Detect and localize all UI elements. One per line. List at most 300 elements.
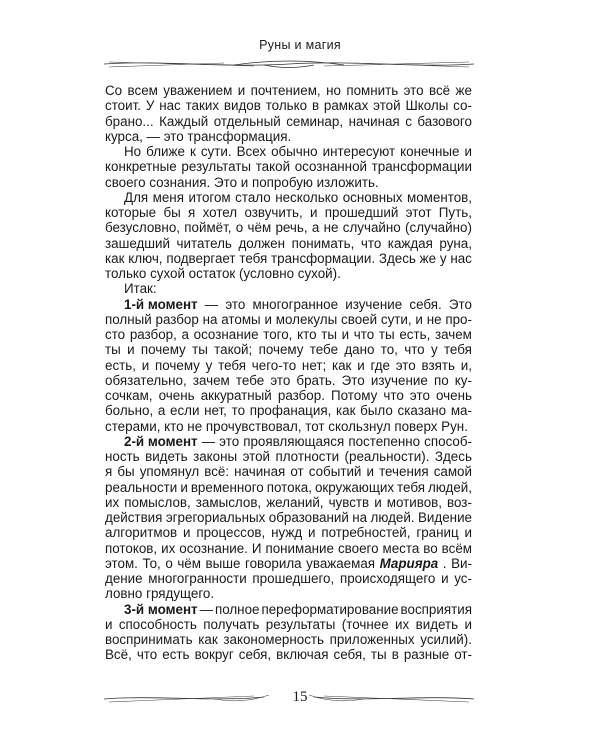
- word: безусловно,: [105, 220, 180, 236]
- word: людей,: [427, 479, 472, 495]
- word: Это: [341, 372, 365, 388]
- word: Школы: [405, 98, 449, 114]
- word: нас: [159, 98, 181, 114]
- word: чём: [177, 555, 201, 571]
- word: ты: [192, 342, 208, 358]
- word: это: [225, 296, 246, 312]
- word: получать: [203, 616, 260, 632]
- word: Всё,: [105, 647, 132, 663]
- word: изучение: [345, 296, 403, 312]
- word: аккуратный: [200, 388, 272, 403]
- text-line: [105, 190, 472, 205]
- text-line: [105, 419, 472, 434]
- word: и: [464, 616, 472, 632]
- text-line: [105, 358, 472, 373]
- word: где: [370, 357, 390, 373]
- word: есть,: [399, 327, 431, 342]
- text-line: [105, 144, 472, 159]
- word: всем: [127, 83, 158, 98]
- word: выше: [205, 555, 241, 571]
- text-line: [105, 129, 472, 144]
- text-line: [105, 647, 472, 662]
- word: тебя: [397, 479, 425, 495]
- word: людей.: [370, 510, 415, 525]
- word: Всех: [236, 144, 267, 159]
- word: То,: [142, 555, 161, 571]
- text-line: [105, 83, 472, 98]
- word: дано: [344, 342, 375, 358]
- word: же: [455, 83, 472, 98]
- word: происходящего: [339, 571, 436, 586]
- paragraph: [105, 434, 472, 602]
- word: о: [165, 555, 173, 571]
- word: нас: [450, 250, 472, 266]
- word: замыслов,: [195, 494, 262, 510]
- name-emphasis: Марияра: [379, 555, 439, 571]
- word: вокруг: [194, 647, 234, 663]
- text-line: [105, 403, 472, 418]
- word: и: [141, 357, 150, 373]
- text-line: [105, 617, 472, 632]
- text-line: [105, 480, 472, 495]
- word: Видение: [418, 510, 472, 525]
- paragraph: [105, 83, 472, 144]
- word: это: [403, 83, 424, 98]
- word: молекулы: [275, 311, 338, 327]
- word: и: [237, 83, 246, 98]
- word: и: [374, 494, 382, 510]
- word: многогранное: [252, 296, 339, 312]
- word: и: [182, 525, 191, 541]
- word: У: [145, 98, 155, 114]
- word: которые: [105, 205, 157, 220]
- word: осознание.: [179, 540, 248, 556]
- word: и: [264, 311, 272, 327]
- text-line: [105, 236, 472, 251]
- body-text: [105, 83, 472, 663]
- word: эгрегориальных: [165, 510, 266, 525]
- word: ты: [321, 327, 337, 342]
- word: от: [290, 464, 304, 480]
- word: есть,: [105, 357, 136, 373]
- word: поймёт,: [184, 220, 232, 236]
- word: что: [353, 327, 375, 342]
- word: разные: [403, 647, 450, 663]
- word: включая: [276, 647, 329, 663]
- word: на: [202, 311, 218, 327]
- word: понимание: [265, 540, 334, 556]
- word: тебя: [239, 250, 268, 266]
- word: зашедший: [105, 235, 170, 251]
- word: (точнее: [341, 616, 389, 632]
- word: как: [335, 403, 356, 419]
- word: ты: [378, 327, 395, 342]
- word: подвергает: [166, 250, 236, 266]
- word: как: [198, 632, 218, 647]
- word: тебе: [309, 342, 339, 358]
- word: такой;: [214, 342, 253, 358]
- word: дение: [105, 571, 143, 586]
- word: результаты: [265, 616, 336, 632]
- word: закономерность: [223, 632, 325, 647]
- word: стоит.: [105, 98, 141, 114]
- word: нет,: [204, 403, 227, 419]
- word: всё:: [204, 464, 230, 480]
- text-line: [105, 632, 472, 647]
- word: и: [310, 205, 318, 220]
- word: ность: [105, 449, 140, 464]
- word: разбор,: [129, 327, 177, 342]
- word: у: [439, 250, 447, 266]
- word: а: [311, 220, 320, 236]
- word: очень: [436, 388, 472, 403]
- word: каждая: [387, 235, 433, 251]
- word: было: [360, 403, 393, 419]
- word: чувств: [328, 494, 370, 510]
- word: такой: [255, 159, 291, 175]
- word: читатель: [176, 235, 232, 251]
- word: постепенно: [348, 433, 421, 449]
- word: итогом: [188, 189, 231, 205]
- text-run: ловно грядущего.: [105, 586, 215, 602]
- word: Это: [448, 296, 472, 312]
- word: к: [189, 144, 196, 159]
- text-line: [105, 541, 472, 556]
- word: семинар,: [286, 113, 344, 129]
- word: ключ,: [128, 250, 163, 266]
- word: бы: [163, 205, 181, 220]
- word: как: [105, 250, 125, 266]
- text-line: [105, 266, 472, 281]
- word: границ: [416, 525, 459, 541]
- word: речь,: [275, 220, 308, 236]
- word: сказано: [397, 403, 447, 419]
- word: озвучить,: [244, 205, 303, 220]
- word: мотивов,: [386, 494, 442, 510]
- word: приложенных: [329, 632, 415, 647]
- word: этой: [242, 449, 271, 464]
- word: уважением: [163, 83, 233, 98]
- text-line: [105, 373, 472, 388]
- word: (реальности).: [344, 449, 430, 464]
- word: что: [404, 342, 425, 358]
- word: конкретные: [105, 159, 177, 175]
- word: своей: [341, 311, 378, 327]
- word: начиная: [234, 464, 286, 480]
- running-title: Руны и магия: [259, 38, 341, 52]
- word: что: [360, 235, 382, 251]
- word: своего: [337, 540, 379, 556]
- word: очень: [158, 388, 195, 403]
- word: и: [415, 311, 423, 327]
- word: во: [423, 540, 438, 556]
- paragraph: [105, 281, 472, 296]
- word: это: [270, 372, 291, 388]
- word: ты: [105, 342, 121, 358]
- text-line: [105, 159, 472, 174]
- word: обязательно,: [105, 372, 187, 388]
- word: от-: [454, 647, 472, 663]
- word: несколько: [275, 189, 339, 205]
- word: Ви-: [451, 555, 472, 571]
- word: и: [341, 327, 350, 342]
- word: и: [127, 342, 135, 358]
- word: сути,: [380, 311, 412, 327]
- word: —: [201, 433, 216, 449]
- word: окружающих: [314, 479, 395, 495]
- word: а: [157, 403, 166, 419]
- word: почему: [140, 342, 186, 358]
- word: себя.: [409, 296, 442, 312]
- word: с: [405, 113, 412, 129]
- word: их: [161, 540, 176, 556]
- word: Каждый: [159, 113, 209, 129]
- word: временного: [190, 479, 264, 495]
- word: полное: [214, 601, 260, 617]
- word: это: [395, 357, 416, 373]
- word: зачем: [192, 372, 230, 388]
- word: реальности: [105, 479, 178, 495]
- word: осознанной: [294, 159, 367, 175]
- word: полный: [105, 311, 152, 327]
- text-line: [105, 114, 472, 129]
- word: того,: [263, 327, 293, 342]
- text-line: [105, 449, 472, 464]
- word: всём: [441, 540, 472, 556]
- word: то: [231, 403, 246, 419]
- word: алгоритмов: [105, 525, 178, 541]
- word: видов: [223, 98, 261, 114]
- word: прошедший: [324, 205, 399, 220]
- word: видеть: [145, 449, 188, 464]
- text-line: [105, 464, 472, 479]
- word: руна,: [439, 235, 472, 251]
- word: рамках: [323, 98, 369, 114]
- header-ornament: [104, 56, 474, 72]
- word: меня: [152, 189, 184, 205]
- word: ты: [370, 647, 387, 663]
- word: проявляющаяся: [243, 433, 345, 449]
- word: ма-: [450, 403, 472, 419]
- word: способность: [118, 616, 197, 632]
- word: помнить: [346, 83, 399, 98]
- word: этом.: [105, 555, 138, 571]
- word: помыслов,: [124, 494, 191, 510]
- bold-lead: 3-й момент: [124, 601, 198, 617]
- word: есть: [162, 647, 190, 663]
- word: стало: [235, 189, 271, 205]
- word: всё: [428, 83, 451, 98]
- word: и: [464, 144, 472, 159]
- word: (случайно): [405, 220, 472, 236]
- word: —: [204, 296, 219, 312]
- word: .: [442, 555, 447, 571]
- word: Здесь: [434, 449, 472, 464]
- word: сути.: [200, 144, 232, 159]
- word: в: [311, 98, 320, 114]
- word: случайно: [342, 220, 401, 236]
- word: видеть: [415, 616, 459, 632]
- word: начиная: [348, 113, 400, 129]
- word: самой: [433, 464, 472, 480]
- word: себя,: [333, 647, 366, 663]
- word: нет;: [301, 357, 327, 373]
- word: это: [409, 388, 430, 403]
- word: говорила: [244, 555, 302, 571]
- word: их: [395, 616, 410, 632]
- text-line: [105, 586, 472, 601]
- text-line: [105, 434, 472, 449]
- text-line: [105, 281, 472, 296]
- word: многогранности: [148, 571, 247, 586]
- text-line: [105, 602, 472, 617]
- word: И: [251, 540, 262, 556]
- word: только: [265, 98, 308, 114]
- page-number: 15: [292, 689, 308, 705]
- text-line: [105, 312, 472, 327]
- word: что: [383, 388, 404, 403]
- word: воз-: [447, 494, 472, 510]
- word: основных: [342, 189, 403, 205]
- word: брать.: [296, 372, 336, 388]
- word: и: [441, 571, 449, 586]
- word: в: [391, 647, 399, 663]
- text-line: [105, 98, 472, 113]
- paragraph: [105, 602, 472, 663]
- word: моментов,: [407, 189, 472, 205]
- word: я: [188, 205, 196, 220]
- word: трансформации.: [271, 250, 376, 266]
- bold-lead: 1-й момент: [124, 296, 198, 312]
- word: действия: [105, 510, 163, 525]
- word: таких: [185, 98, 220, 114]
- word: их: [105, 494, 120, 510]
- word: базового: [417, 113, 472, 129]
- word: —: [199, 601, 213, 617]
- word: и: [180, 479, 188, 495]
- word: интересуют: [322, 144, 396, 159]
- word: со-: [453, 98, 472, 114]
- word: не: [323, 220, 339, 236]
- word: и: [366, 464, 374, 480]
- word: изучение: [370, 372, 428, 388]
- word: этой: [373, 98, 401, 114]
- text-run: своего сознания. Это и попробую изложить.: [105, 174, 379, 190]
- text-line: [105, 388, 472, 403]
- word: же: [419, 250, 437, 266]
- word: и: [357, 357, 365, 373]
- word: результаты: [181, 159, 252, 175]
- word: разбор: [155, 311, 199, 327]
- text-line: [105, 556, 472, 571]
- word: понимать,: [291, 235, 355, 251]
- word: себя,: [238, 647, 272, 663]
- word: и,: [460, 357, 472, 373]
- word: почему: [258, 342, 304, 358]
- paragraph: [105, 297, 472, 434]
- word: про-: [445, 311, 472, 327]
- word: Здесь: [378, 250, 416, 266]
- word: нужд: [271, 525, 303, 541]
- word: трансформации: [371, 159, 472, 175]
- word: это: [219, 433, 240, 449]
- word: сочкам,: [105, 388, 153, 403]
- word: переформатирование: [261, 601, 399, 617]
- word: брано...: [105, 113, 154, 129]
- word: потребностей,: [321, 525, 411, 541]
- word: осознание: [193, 327, 259, 342]
- word: Со: [105, 83, 123, 98]
- word: упомянул: [139, 464, 200, 480]
- bold-lead: 2-й момент: [124, 433, 198, 449]
- text-run: курса, — это трансформация.: [105, 128, 292, 144]
- word: плотности: [275, 449, 340, 464]
- word: и: [308, 525, 316, 541]
- word: и: [464, 525, 472, 541]
- word: почтением,: [250, 83, 321, 98]
- text-line: [105, 571, 472, 586]
- text-line: [105, 220, 472, 235]
- text-line: [105, 327, 472, 342]
- word: Потому: [331, 388, 378, 403]
- word: этот: [405, 205, 432, 220]
- word: желаний,: [266, 494, 324, 510]
- word: Для: [124, 189, 149, 205]
- word: потока,: [266, 479, 312, 495]
- word: разбор.: [277, 388, 325, 403]
- word: законы: [193, 449, 238, 464]
- word: Но: [124, 144, 142, 159]
- word: событий: [308, 464, 362, 480]
- word: кто: [297, 327, 317, 342]
- word: течения: [379, 464, 429, 480]
- text-line: [105, 342, 472, 357]
- text-line: [105, 205, 472, 220]
- word: отдельный: [213, 113, 281, 129]
- word: не: [426, 311, 442, 327]
- word: и: [105, 616, 113, 632]
- word: что: [136, 647, 158, 663]
- word: почему: [155, 357, 200, 373]
- word: я: [105, 464, 113, 480]
- word: места: [382, 540, 420, 556]
- text-line: [105, 495, 472, 510]
- word: способ-: [424, 433, 472, 449]
- word: прошедшего,: [252, 571, 335, 586]
- word: ближе: [146, 144, 185, 159]
- word: чём: [247, 220, 272, 236]
- word: уважаемая: [306, 555, 376, 571]
- word: ус-: [454, 571, 472, 586]
- text-run: стерами, кто не прочувствовал, тот скользнул поверх Рун.: [105, 418, 468, 434]
- word: потоков,: [105, 540, 158, 556]
- word: ку-: [454, 372, 472, 388]
- word: как: [331, 357, 352, 373]
- word: воспринимать: [105, 632, 193, 647]
- word: усилий).: [420, 632, 472, 647]
- word: атомы: [221, 311, 261, 327]
- word: больно,: [105, 403, 154, 419]
- text-line: [105, 525, 472, 540]
- word: по: [433, 372, 449, 388]
- word: сто: [105, 327, 126, 342]
- word: взять: [421, 357, 455, 373]
- word: Путь,: [438, 205, 472, 220]
- word: тебя: [218, 357, 247, 373]
- word: на: [352, 510, 368, 525]
- word: образований: [268, 510, 349, 525]
- text-line: [105, 251, 472, 266]
